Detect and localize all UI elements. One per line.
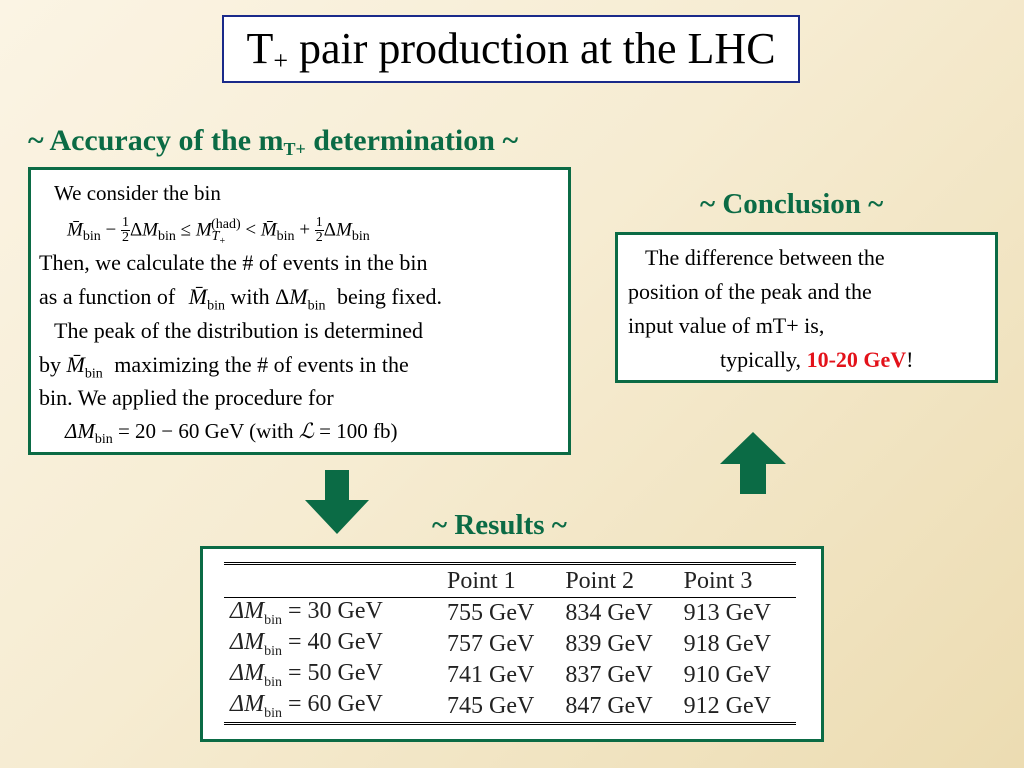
slide-title <box>222 15 800 83</box>
m-bin-symbol: $M̄_{bin}$ <box>188 284 225 314</box>
table-cell: 912 GeV <box>678 691 796 724</box>
range-formula-sub: bin <box>94 432 113 448</box>
row-label: $\Delta M_{bin} = 60$ GeV <box>224 691 441 724</box>
row-label: $\Delta M_{bin} = 40$ GeV <box>230 629 383 659</box>
conclusion-line-2: position of the peak and the <box>628 279 872 304</box>
results-header-empty <box>224 564 441 598</box>
accuracy-line-6: bin. We applied the procedure for <box>39 385 334 410</box>
table-cell: 755 GeV <box>447 600 535 626</box>
conclusion-highlight-value: 10-20 GeV <box>806 347 907 372</box>
accuracy-line-5 <box>39 352 409 387</box>
title-main: T <box>246 24 274 73</box>
luminosity-symbol: ℒ <box>298 419 314 443</box>
table-row <box>224 629 796 660</box>
accuracy-line-5-a: by <box>39 352 61 377</box>
table-cell: 741 GeV <box>447 662 535 688</box>
table-cell: 757 GeV <box>447 631 535 657</box>
table-row <box>224 598 796 630</box>
title-rest: pair production at the LHC <box>288 24 776 73</box>
conclusion-heading: ~ Conclusion ~ <box>700 188 884 220</box>
table-cell: 913 GeV <box>683 600 771 626</box>
range-formula-symbol: ΔM <box>65 419 95 443</box>
row-label: $\Delta M_{bin} = 30$ GeV <box>230 598 383 628</box>
accuracy-line-3-b: with <box>230 284 270 309</box>
conclusion-line-1: The difference between the <box>645 245 885 270</box>
table-cell: 910 GeV <box>683 662 771 688</box>
accuracy-panel <box>28 167 571 455</box>
row-label: $\Delta M_{bin} = 50$ GeV <box>230 660 383 690</box>
accuracy-line-3-a: as a function of <box>39 284 176 309</box>
accuracy-line-1: We consider the bin <box>54 181 221 205</box>
delta-m-bin-symbol: $\Delta M_{bin}$ <box>275 284 326 314</box>
results-header-point-3: Point 3 <box>678 564 796 598</box>
range-formula-rest: = 20 − 60 GeV (with <box>112 419 299 443</box>
accuracy-line-3-c: being fixed. <box>336 284 443 309</box>
conclusion-line-4-end: ! <box>906 347 914 372</box>
arrow-up-icon <box>718 432 788 496</box>
luminosity-value: = 100 fb) <box>313 419 398 443</box>
accuracy-heading-sub: T+ <box>283 139 306 159</box>
accuracy-heading-pre: ~ Accuracy of the m <box>28 124 284 157</box>
results-header-point-1: Point 1 <box>441 564 559 598</box>
conclusion-line-3: input value of mT+ is, <box>628 313 825 338</box>
results-header-row <box>224 564 796 598</box>
accuracy-line-3 <box>39 284 442 319</box>
bin-definition-formula: $M̄_{bin}$ − $\frac{1}{2}$ $\Delta M_{bin} \le M_{T_+}^{(had)}$ < $M̄_{bin}$ + $\frac{1}{2}$ $\Delta M_{bin}$ <box>67 215 370 247</box>
conclusion-panel <box>615 232 998 383</box>
table-cell: 834 GeV <box>565 600 653 626</box>
accuracy-line-2: Then, we calculate the # of events in the bin <box>39 250 428 275</box>
accuracy-heading <box>28 124 518 160</box>
table-cell: 839 GeV <box>565 631 653 657</box>
arrow-down-icon <box>303 470 371 536</box>
table-cell: 918 GeV <box>683 631 771 657</box>
conclusion-line-4 <box>720 347 913 373</box>
table-row <box>224 691 796 724</box>
accuracy-heading-post: determination ~ <box>305 124 519 157</box>
conclusion-line-4-a: typically, <box>720 347 807 372</box>
table-row <box>224 660 796 691</box>
results-header-point-2: Point 2 <box>559 564 677 598</box>
table-cell: 837 GeV <box>565 662 653 688</box>
m-bin-symbol-2: $M̄_{bin}$ <box>66 352 103 382</box>
table-cell: 847 GeV <box>559 691 677 724</box>
accuracy-line-4: The peak of the distribution is determined <box>54 318 424 343</box>
title-subscript: + <box>273 46 288 75</box>
accuracy-line-5-b: maximizing the # of events in the <box>114 352 409 377</box>
results-heading: ~ Results ~ <box>432 509 567 541</box>
results-table <box>224 562 796 725</box>
range-formula <box>65 418 397 453</box>
table-cell: 745 GeV <box>441 691 559 724</box>
